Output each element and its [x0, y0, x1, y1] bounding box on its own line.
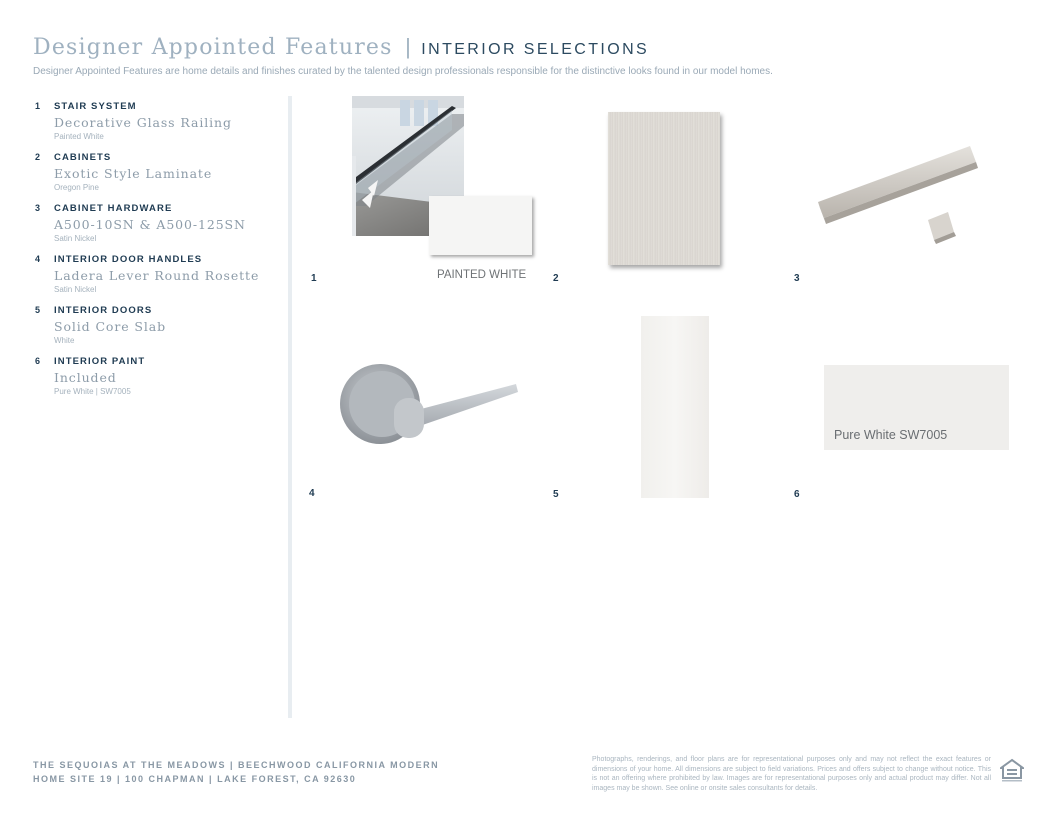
- interior-door-swatch: [641, 316, 709, 498]
- feature-name: Solid Core Slab: [54, 319, 167, 334]
- feature-detail: Pure White | SW7005: [54, 387, 131, 396]
- feature-category: CABINETS: [54, 152, 112, 163]
- cabinet-pull-image: [812, 140, 982, 250]
- image-label-3: 3: [794, 273, 800, 284]
- laminate-swatch: [608, 112, 720, 265]
- feature-number: 5: [35, 305, 41, 315]
- feature-detail: Oregon Pine: [54, 183, 99, 192]
- feature-name: Included: [54, 370, 117, 385]
- section-title: INTERIOR SELECTIONS: [421, 41, 650, 58]
- feature-number: 6: [35, 356, 41, 366]
- feature-category: INTERIOR PAINT: [54, 356, 146, 367]
- image-label-6: 6: [794, 489, 800, 500]
- footer-address: HOME SITE 19 | 100 CHAPMAN | LAKE FOREST, CA 92630: [33, 774, 357, 784]
- page-title: Designer Appointed Features: [33, 35, 393, 60]
- image-label-2: 2: [553, 273, 559, 284]
- door-handle-image: [338, 358, 523, 450]
- image-label-4: 4: [309, 488, 315, 499]
- feature-name: Ladera Lever Round Rosette: [54, 268, 260, 283]
- footer-disclaimer: Photographs, renderings, and floor plans are for representational purposes only and may not reflect the exact features or dimensions of your home. All dimensions are subject to field variations. Prices and offers subject to change without notice. This is not an offering where prohibited by law. Images are for representational purposes only and actual product may differ. Not all images may be shown. See online or onsite sales consultants for details.: [592, 756, 991, 792]
- image-label-5: 5: [553, 489, 559, 500]
- feature-detail: Painted White: [54, 132, 104, 141]
- paint-swatch-caption: Pure White SW7005: [834, 428, 948, 442]
- feature-number: 4: [35, 254, 41, 264]
- feature-name: Exotic Style Laminate: [54, 166, 213, 181]
- feature-name: Decorative Glass Railing: [54, 115, 232, 130]
- feature-category: CABINET HARDWARE: [54, 203, 173, 214]
- feature-number: 2: [35, 152, 41, 162]
- door-handle-graphic: [338, 358, 523, 450]
- cabinet-pull-graphic: [812, 140, 982, 250]
- paint-swatch: [824, 365, 1009, 450]
- feature-detail: Satin Nickel: [54, 234, 97, 243]
- page-subtitle: Designer Appointed Features are home details and finishes curated by the talented design professionals responsible for the distinctive looks found in our model homes.: [33, 66, 773, 77]
- painted-white-swatch: [429, 196, 532, 255]
- footer-community: THE SEQUOIAS AT THE MEADOWS | BEECHWOOD CALIFORNIA MODERN: [33, 760, 440, 770]
- column-divider: [288, 96, 292, 718]
- feature-detail: White: [54, 336, 75, 345]
- feature-detail: Satin Nickel: [54, 285, 97, 294]
- painted-white-caption: PAINTED WHITE: [437, 269, 527, 281]
- title-separator: |: [405, 34, 411, 59]
- feature-category: INTERIOR DOORS: [54, 305, 153, 316]
- page-header: [33, 34, 833, 64]
- feature-name: A500-10SN & A500-125SN: [54, 217, 246, 232]
- feature-number: 3: [35, 203, 41, 213]
- image-label-1: 1: [311, 273, 317, 284]
- feature-number: 1: [35, 101, 41, 111]
- feature-category: INTERIOR DOOR HANDLES: [54, 254, 203, 265]
- equal-housing-icon: [1000, 758, 1024, 784]
- feature-category: STAIR SYSTEM: [54, 101, 137, 112]
- equal-housing-graphic: [1000, 758, 1024, 784]
